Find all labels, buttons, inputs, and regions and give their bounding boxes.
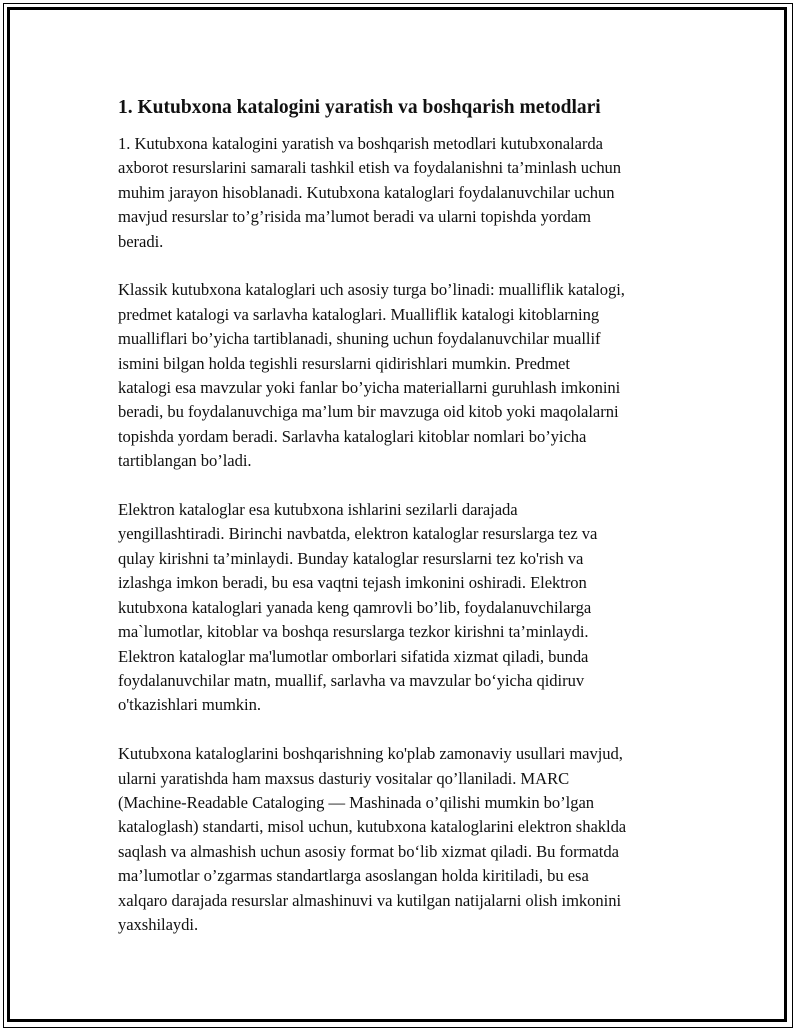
text-line: ma’lumotlar o’zgarmas standartlarga asoslangan holda kiritiladi, bu esa [118,866,589,886]
text-line: ma`lumotlar, kitoblar va boshqa resurslarga tezkor kirishni ta’minlaydi. [118,622,589,642]
text-line: Klassik kutubxona kataloglari uch asosiy turga bo’linadi: mualliflik katalogi, [118,280,625,300]
text-line: mualliflari bo’yicha tartiblanadi, shuning uchun foydalanuvchilar muallif [118,329,601,349]
text-line: muhim jarayon hisoblanadi. Kutubxona kataloglari foydalanuvchilar uchun [118,182,615,202]
text-line: ismini bilgan holda tegishli resurslarni qidirishlari mumkin. Predmet [118,353,570,373]
text-line: mavjud resurslar to’g’risida ma’lumot beradi va ularni topishda yordam [118,207,591,227]
text-line: Elektron kataloglar ma'lumotlar omborlari sifatida xizmat qiladi, bunda [118,646,589,666]
text-line: beradi, bu foydalanuvchiga ma’lum bir mavzuga oid kitob yoki maqolalarni [118,402,619,422]
text-line: xalqaro darajada resurslar almashinuvi va kutilgan natijalarni olish imkonini [118,890,622,910]
text-line: foydalanuvchilar matn, muallif, sarlavha va mavzular bo‘yicha qidiruv [118,670,585,690]
text-line: yengillashtiradi. Birinchi navbatda, elektron kataloglar resurslarga tez va [118,524,598,544]
document-title: 1. Kutubxona katalogini yaratish va boshqarish metodlari [118,97,601,118]
text-line: izlashga imkon beradi, bu esa vaqtni tejash imkonini oshiradi. Elektron [118,573,587,593]
text-line: saqlash va almashish uchun asosiy format bo‘lib xizmat qiladi. Bu formatda [118,841,619,861]
paragraph-classic-catalogs [118,278,693,473]
text-line: (Machine-Readable Cataloging — Mashinada o’qilishi mumkin bo’lgan [118,792,595,812]
text-line: qulay kirishni ta’minlaydi. Bunday kataloglar resurslarni tez ko'rish va [118,548,584,568]
text-line: predmet katalogi va sarlavha kataloglari. Mualliflik katalogi kitoblarning [118,304,600,324]
text-line: yaxshilaydi. [118,914,199,934]
paragraph-intro [118,132,693,254]
text-line: axborot resurslarini samarali tashkil etish va foydalanishni ta’minlash uchun [118,158,622,178]
text-line: ularni yaratishda ham maxsus dasturiy vositalar qo’llaniladi. MARC [118,768,570,788]
text-line: o'tkazishlari mumkin. [118,695,261,715]
paragraph-electronic-catalogs [118,498,693,718]
text-line: katalogi esa mavzular yoki fanlar bo’yicha materiallarni guruhlash imkonini [118,378,621,398]
paragraph-modern-methods [118,742,693,937]
document-body [118,96,693,962]
text-line: kataloglash) standarti, misol uchun, kutubxona kataloglarini elektron shaklda [118,817,627,837]
text-line: 1. Kutubxona katalogini yaratish va boshqarish metodlari kutubxonalarda [118,134,603,153]
text-line: topishda yordam beradi. Sarlavha kataloglari kitoblar nomlari bo’yicha [118,426,587,446]
text-line: tartiblangan bo’ladi. [118,451,252,471]
text-line: Elektron kataloglar esa kutubxona ishlarini sezilarli darajada [118,500,518,520]
text-line: kutubxona kataloglari yanada keng qamrovli bo’lib, foydalanuvchilarga [118,597,592,617]
text-line: Kutubxona kataloglarini boshqarishning ko'plab zamonaviy usullari mavjud, [118,744,623,764]
text-line: beradi. [118,231,164,251]
